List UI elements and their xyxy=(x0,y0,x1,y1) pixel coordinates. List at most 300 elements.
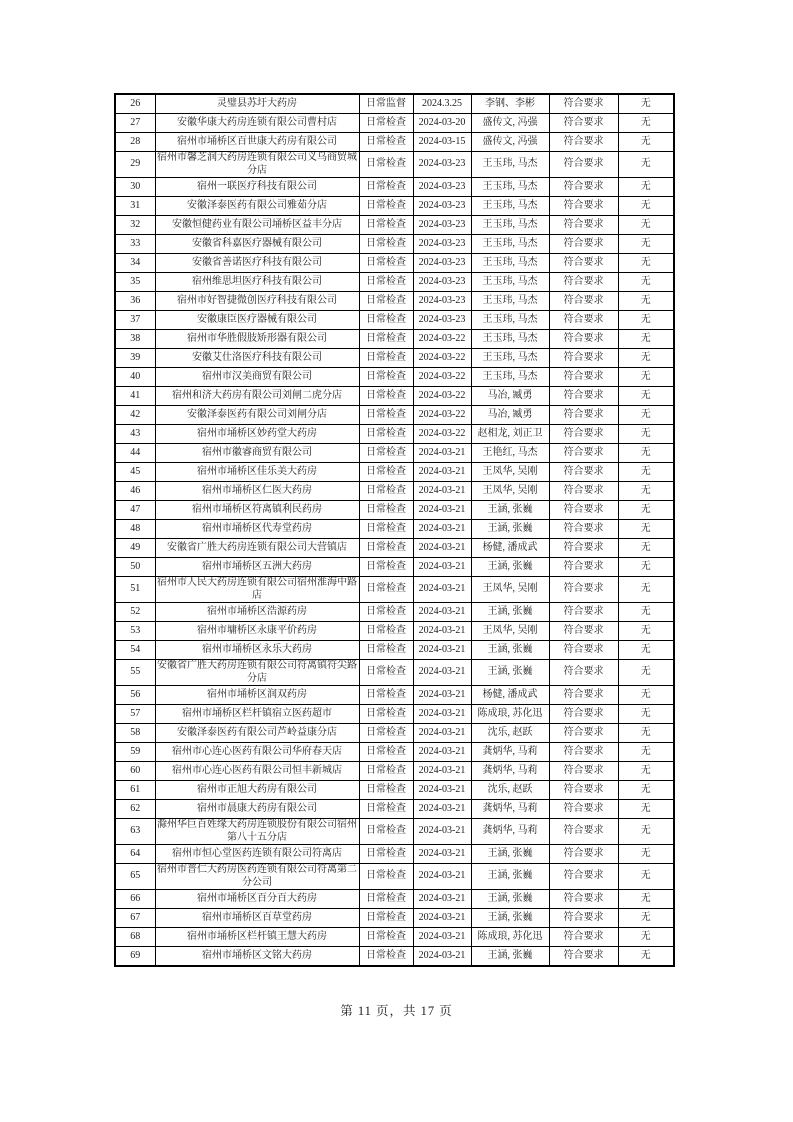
cell-result: 符合要求 xyxy=(549,349,618,368)
cell-check-date: 2024-03-21 xyxy=(413,539,471,558)
table-row xyxy=(115,603,674,622)
cell-company-name: 宿州市埇桥区百草堂药房 xyxy=(155,909,359,928)
cell-check-date: 2024-03-21 xyxy=(413,482,471,501)
table-row xyxy=(115,94,674,114)
cell-check-date: 2024-03-21 xyxy=(413,947,471,967)
table-row xyxy=(115,349,674,368)
cell-result: 符合要求 xyxy=(549,178,618,197)
cell-result: 符合要求 xyxy=(549,947,618,967)
cell-company-name: 宿州市埇桥区永乐大药房 xyxy=(155,641,359,660)
cell-inspectors: 陈成琅, 苏化迅 xyxy=(471,705,549,724)
cell-check-date: 2024-03-21 xyxy=(413,520,471,539)
cell-result: 符合要求 xyxy=(549,864,618,890)
cell-result: 符合要求 xyxy=(549,705,618,724)
table-row xyxy=(115,387,674,406)
table-row xyxy=(115,743,674,762)
cell-remark: 无 xyxy=(618,845,674,864)
cell-remark: 无 xyxy=(618,463,674,482)
cell-company-name: 宿州市埇桥区五洲大药房 xyxy=(155,558,359,577)
cell-remark: 无 xyxy=(618,864,674,890)
cell-result: 符合要求 xyxy=(549,133,618,152)
cell-row-number: 68 xyxy=(115,928,155,947)
cell-row-number: 60 xyxy=(115,762,155,781)
cell-inspectors: 王玉玮, 马杰 xyxy=(471,273,549,292)
cell-company-name: 宿州一联医疗科技有限公司 xyxy=(155,178,359,197)
page-number-footer: 第 11 页，共 17 页 xyxy=(340,1004,453,1018)
cell-row-number: 50 xyxy=(115,558,155,577)
cell-remark: 无 xyxy=(618,292,674,311)
cell-company-name: 安徽省善诺医疗科技有限公司 xyxy=(155,254,359,273)
cell-result: 符合要求 xyxy=(549,743,618,762)
cell-remark: 无 xyxy=(618,501,674,520)
cell-result: 符合要求 xyxy=(549,482,618,501)
cell-inspectors: 王玉玮, 马杰 xyxy=(471,197,549,216)
cell-row-number: 62 xyxy=(115,800,155,819)
table-row xyxy=(115,539,674,558)
table-row xyxy=(115,705,674,724)
cell-remark: 无 xyxy=(618,152,674,178)
table-row xyxy=(115,819,674,845)
cell-remark: 无 xyxy=(618,311,674,330)
cell-check-type: 日常检查 xyxy=(359,743,413,762)
cell-remark: 无 xyxy=(618,406,674,425)
cell-result: 符合要求 xyxy=(549,520,618,539)
cell-result: 符合要求 xyxy=(549,762,618,781)
cell-check-date: 2024-03-21 xyxy=(413,660,471,686)
inspection-table-body xyxy=(115,94,674,966)
cell-inspectors: 杨健, 潘成武 xyxy=(471,539,549,558)
table-row xyxy=(115,463,674,482)
table-row xyxy=(115,178,674,197)
cell-check-type: 日常检查 xyxy=(359,235,413,254)
table-row xyxy=(115,501,674,520)
cell-row-number: 69 xyxy=(115,947,155,967)
cell-company-name: 宿州市埇桥区符离镇利民药房 xyxy=(155,501,359,520)
cell-check-date: 2024-03-21 xyxy=(413,641,471,660)
cell-inspectors: 沈乐, 赵跃 xyxy=(471,724,549,743)
cell-row-number: 43 xyxy=(115,425,155,444)
cell-inspectors: 王涵, 张巍 xyxy=(471,909,549,928)
inspection-table xyxy=(114,93,675,967)
cell-company-name: 安徽华康大药房连锁有限公司曹村店 xyxy=(155,114,359,133)
cell-row-number: 29 xyxy=(115,152,155,178)
cell-check-date: 2024-03-21 xyxy=(413,800,471,819)
cell-check-type: 日常检查 xyxy=(359,864,413,890)
table-row xyxy=(115,724,674,743)
cell-check-date: 2024-03-23 xyxy=(413,197,471,216)
cell-row-number: 59 xyxy=(115,743,155,762)
cell-row-number: 41 xyxy=(115,387,155,406)
cell-inspectors: 王玉玮, 马杰 xyxy=(471,330,549,349)
cell-check-type: 日常检查 xyxy=(359,501,413,520)
cell-row-number: 47 xyxy=(115,501,155,520)
cell-result: 符合要求 xyxy=(549,311,618,330)
cell-row-number: 56 xyxy=(115,686,155,705)
cell-row-number: 64 xyxy=(115,845,155,864)
cell-remark: 无 xyxy=(618,705,674,724)
cell-row-number: 38 xyxy=(115,330,155,349)
cell-inspectors: 王涵, 张巍 xyxy=(471,558,549,577)
cell-company-name: 宿州市埇桥区妙药堂大药房 xyxy=(155,425,359,444)
cell-row-number: 39 xyxy=(115,349,155,368)
cell-company-name: 宿州市埇桥区润双药房 xyxy=(155,686,359,705)
cell-remark: 无 xyxy=(618,94,674,114)
cell-remark: 无 xyxy=(618,254,674,273)
cell-inspectors: 王涵, 张巍 xyxy=(471,660,549,686)
cell-inspectors: 王玉玮, 马杰 xyxy=(471,235,549,254)
cell-check-date: 2024-03-22 xyxy=(413,349,471,368)
cell-company-name: 宿州和济大药房有限公司刘闸二虎分店 xyxy=(155,387,359,406)
cell-remark: 无 xyxy=(618,368,674,387)
cell-remark: 无 xyxy=(618,444,674,463)
cell-remark: 无 xyxy=(618,724,674,743)
table-row xyxy=(115,947,674,967)
cell-remark: 无 xyxy=(618,235,674,254)
table-row xyxy=(115,800,674,819)
cell-row-number: 34 xyxy=(115,254,155,273)
cell-row-number: 35 xyxy=(115,273,155,292)
cell-remark: 无 xyxy=(618,330,674,349)
cell-result: 符合要求 xyxy=(549,577,618,603)
cell-company-name: 安徽泽泰医药有限公司雅茹分店 xyxy=(155,197,359,216)
cell-check-type: 日常检查 xyxy=(359,311,413,330)
cell-inspectors: 王玉玮, 马杰 xyxy=(471,368,549,387)
table-row xyxy=(115,368,674,387)
cell-remark: 无 xyxy=(618,133,674,152)
cell-result: 符合要求 xyxy=(549,724,618,743)
cell-remark: 无 xyxy=(618,178,674,197)
cell-row-number: 52 xyxy=(115,603,155,622)
table-row xyxy=(115,406,674,425)
cell-inspectors: 王凤华, 吴刚 xyxy=(471,463,549,482)
cell-check-type: 日常监督 xyxy=(359,94,413,114)
cell-remark: 无 xyxy=(618,216,674,235)
cell-company-name: 安徽康臣医疗器械有限公司 xyxy=(155,311,359,330)
table-row xyxy=(115,558,674,577)
table-row xyxy=(115,845,674,864)
table-row xyxy=(115,577,674,603)
cell-result: 符合要求 xyxy=(549,463,618,482)
cell-check-date: 2024-03-21 xyxy=(413,622,471,641)
cell-check-type: 日常检查 xyxy=(359,216,413,235)
cell-company-name: 灵璧县苏圩大药房 xyxy=(155,94,359,114)
cell-company-name: 宿州市埇桥区浩源药房 xyxy=(155,603,359,622)
cell-inspectors: 王涵, 张巍 xyxy=(471,603,549,622)
cell-check-date: 2024-03-21 xyxy=(413,603,471,622)
cell-company-name: 滁州华巨百姓缘大药房连锁股份有限公司宿州第八十五分店 xyxy=(157,819,357,843)
cell-check-date: 2024-03-23 xyxy=(413,152,471,178)
cell-inspectors: 陈成琅, 苏化迅 xyxy=(471,928,549,947)
cell-remark: 无 xyxy=(618,425,674,444)
cell-result: 符合要求 xyxy=(549,387,618,406)
cell-check-date: 2024-03-21 xyxy=(413,743,471,762)
cell-check-type: 日常检查 xyxy=(359,444,413,463)
cell-inspectors: 沈乐, 赵跃 xyxy=(471,781,549,800)
cell-inspectors: 龚炳华, 马莉 xyxy=(471,762,549,781)
cell-check-type: 日常检查 xyxy=(359,330,413,349)
cell-company-name: 宿州市埇桥区百分百大药房 xyxy=(155,890,359,909)
cell-check-date: 2024-03-21 xyxy=(413,705,471,724)
cell-inspectors: 盛传文, 冯强 xyxy=(471,133,549,152)
cell-remark: 无 xyxy=(618,197,674,216)
table-row xyxy=(115,197,674,216)
cell-row-number: 48 xyxy=(115,520,155,539)
cell-result: 符合要求 xyxy=(549,845,618,864)
cell-row-number: 42 xyxy=(115,406,155,425)
cell-company-name: 宿州市汉美商贸有限公司 xyxy=(155,368,359,387)
cell-check-date: 2024-03-22 xyxy=(413,368,471,387)
cell-inspectors: 李钢、李彬 xyxy=(471,94,549,114)
cell-remark: 无 xyxy=(618,686,674,705)
cell-row-number: 36 xyxy=(115,292,155,311)
cell-check-date: 2024-03-15 xyxy=(413,133,471,152)
cell-inspectors: 王玉玮, 马杰 xyxy=(471,254,549,273)
cell-check-date: 2024-03-23 xyxy=(413,273,471,292)
cell-company-name: 宿州市恒心堂医药连锁有限公司符离店 xyxy=(155,845,359,864)
cell-check-date: 2024-03-21 xyxy=(413,819,471,845)
cell-inspectors: 马冶, 臧勇 xyxy=(471,387,549,406)
table-row xyxy=(115,890,674,909)
cell-check-date: 2024-03-21 xyxy=(413,686,471,705)
cell-company-name: 安徽泽泰医药有限公司芦岭益康分店 xyxy=(155,724,359,743)
cell-company-name: 宿州市埇桥区代寿堂药房 xyxy=(155,520,359,539)
cell-check-type: 日常检查 xyxy=(359,947,413,967)
cell-result: 符合要求 xyxy=(549,800,618,819)
cell-check-date: 2024-03-23 xyxy=(413,216,471,235)
cell-check-type: 日常检查 xyxy=(359,577,413,603)
cell-result: 符合要求 xyxy=(549,330,618,349)
cell-row-number: 33 xyxy=(115,235,155,254)
cell-company-name: 宿州市心连心医药有限公司恒丰新城店 xyxy=(155,762,359,781)
cell-remark: 无 xyxy=(618,890,674,909)
cell-inspectors: 杨健, 潘成武 xyxy=(471,686,549,705)
cell-company-name: 宿州市墉桥区永康平价药房 xyxy=(155,622,359,641)
table-row xyxy=(115,292,674,311)
cell-check-type: 日常检查 xyxy=(359,819,413,845)
cell-check-date: 2024-03-21 xyxy=(413,890,471,909)
cell-company-name: 安徽艾仕洛医疗科技有限公司 xyxy=(155,349,359,368)
table-row xyxy=(115,864,674,890)
cell-check-date: 2024-03-21 xyxy=(413,762,471,781)
cell-remark: 无 xyxy=(618,762,674,781)
cell-check-date: 2024-03-23 xyxy=(413,178,471,197)
table-row xyxy=(115,909,674,928)
cell-check-type: 日常检查 xyxy=(359,178,413,197)
cell-company-name: 宿州市普仁大药房医药连锁有限公司符离第二分公司 xyxy=(157,864,357,888)
table-row xyxy=(115,114,674,133)
cell-row-number: 45 xyxy=(115,463,155,482)
cell-inspectors: 王凤华, 吴刚 xyxy=(471,482,549,501)
cell-company-name: 宿州市好智捷微创医疗科技有限公司 xyxy=(155,292,359,311)
cell-check-date: 2024-03-21 xyxy=(413,781,471,800)
cell-result: 符合要求 xyxy=(549,622,618,641)
cell-row-number: 63 xyxy=(115,819,155,845)
cell-company-name: 安徽恒健药业有限公司埇桥区益丰分店 xyxy=(155,216,359,235)
cell-check-type: 日常检查 xyxy=(359,197,413,216)
cell-result: 符合要求 xyxy=(549,197,618,216)
cell-inspectors: 王凤华, 吴刚 xyxy=(471,622,549,641)
cell-company-name: 安徽省广胜大药房连锁有限公司大营镇店 xyxy=(155,539,359,558)
cell-check-date: 2024-03-23 xyxy=(413,311,471,330)
cell-row-number: 61 xyxy=(115,781,155,800)
cell-inspectors: 王涵, 张巍 xyxy=(471,501,549,520)
cell-result: 符合要求 xyxy=(549,686,618,705)
cell-result: 符合要求 xyxy=(549,660,618,686)
table-row xyxy=(115,482,674,501)
cell-result: 符合要求 xyxy=(549,603,618,622)
cell-check-type: 日常检查 xyxy=(359,273,413,292)
cell-result: 符合要求 xyxy=(549,368,618,387)
cell-company-name: 宿州市埇桥区栏杆镇王慧大药房 xyxy=(155,928,359,947)
cell-company-name: 宿州市人民大药房连锁有限公司宿州淮海中路店 xyxy=(157,577,357,601)
cell-inspectors: 盛传文, 冯强 xyxy=(471,114,549,133)
table-row xyxy=(115,762,674,781)
cell-check-type: 日常检查 xyxy=(359,762,413,781)
table-row xyxy=(115,425,674,444)
cell-check-date: 2024-03-22 xyxy=(413,330,471,349)
cell-remark: 无 xyxy=(618,781,674,800)
cell-result: 符合要求 xyxy=(549,781,618,800)
cell-remark: 无 xyxy=(618,577,674,603)
cell-company-name: 宿州市埇桥区文铭大药房 xyxy=(155,947,359,967)
cell-result: 符合要求 xyxy=(549,928,618,947)
cell-check-type: 日常检查 xyxy=(359,463,413,482)
cell-check-date: 2024-03-22 xyxy=(413,387,471,406)
cell-check-date: 2024-03-21 xyxy=(413,928,471,947)
cell-company-name: 宿州市埇桥区百世康大药房有限公司 xyxy=(155,133,359,152)
cell-remark: 无 xyxy=(618,743,674,762)
cell-inspectors: 王涵, 张巍 xyxy=(471,641,549,660)
cell-check-date: 2024-03-21 xyxy=(413,845,471,864)
cell-inspectors: 王凤华, 吴刚 xyxy=(471,577,549,603)
table-row xyxy=(115,152,674,178)
table-row xyxy=(115,273,674,292)
cell-inspectors: 王涵, 张巍 xyxy=(471,890,549,909)
cell-check-type: 日常检查 xyxy=(359,705,413,724)
cell-check-type: 日常检查 xyxy=(359,292,413,311)
cell-check-date: 2024-03-20 xyxy=(413,114,471,133)
cell-remark: 无 xyxy=(618,558,674,577)
cell-check-type: 日常检查 xyxy=(359,539,413,558)
cell-result: 符合要求 xyxy=(549,216,618,235)
cell-remark: 无 xyxy=(618,387,674,406)
cell-inspectors: 王涵, 张巍 xyxy=(471,864,549,890)
cell-row-number: 65 xyxy=(115,864,155,890)
cell-company-name: 安徽泽泰医药有限公司刘闸分店 xyxy=(155,406,359,425)
cell-check-type: 日常检查 xyxy=(359,660,413,686)
cell-inspectors: 王涵, 张巍 xyxy=(471,947,549,967)
cell-row-number: 51 xyxy=(115,577,155,603)
cell-inspectors: 龚炳华, 马莉 xyxy=(471,800,549,819)
cell-inspectors: 王玉玮, 马杰 xyxy=(471,292,549,311)
cell-result: 符合要求 xyxy=(549,254,618,273)
cell-check-type: 日常检查 xyxy=(359,641,413,660)
cell-check-type: 日常检查 xyxy=(359,558,413,577)
cell-inspectors: 王玉玮, 马杰 xyxy=(471,152,549,178)
cell-remark: 无 xyxy=(618,273,674,292)
table-row xyxy=(115,216,674,235)
cell-row-number: 37 xyxy=(115,311,155,330)
table-row xyxy=(115,235,674,254)
cell-company-name: 宿州市华胜假肢矫形器有限公司 xyxy=(155,330,359,349)
cell-company-name: 宿州维思坦医疗科技有限公司 xyxy=(155,273,359,292)
cell-check-date: 2024-03-22 xyxy=(413,406,471,425)
cell-result: 符合要求 xyxy=(549,444,618,463)
cell-check-type: 日常检查 xyxy=(359,845,413,864)
cell-row-number: 46 xyxy=(115,482,155,501)
cell-row-number: 44 xyxy=(115,444,155,463)
cell-row-number: 49 xyxy=(115,539,155,558)
cell-check-date: 2024-03-23 xyxy=(413,235,471,254)
cell-company-name: 宿州市埇桥区栏杆镇宿立医药超市 xyxy=(155,705,359,724)
cell-row-number: 31 xyxy=(115,197,155,216)
cell-inspectors: 赵相龙, 刘正卫 xyxy=(471,425,549,444)
cell-inspectors: 王玉玮, 马杰 xyxy=(471,178,549,197)
cell-row-number: 53 xyxy=(115,622,155,641)
cell-remark: 无 xyxy=(618,660,674,686)
table-row xyxy=(115,254,674,273)
cell-result: 符合要求 xyxy=(549,909,618,928)
cell-inspectors: 龚炳华, 马莉 xyxy=(471,743,549,762)
cell-check-date: 2024-03-21 xyxy=(413,577,471,603)
cell-check-type: 日常检查 xyxy=(359,133,413,152)
cell-company-name: 宿州市埇桥区佳乐美大药房 xyxy=(155,463,359,482)
cell-row-number: 28 xyxy=(115,133,155,152)
cell-check-date: 2024-03-21 xyxy=(413,444,471,463)
cell-remark: 无 xyxy=(618,114,674,133)
cell-company-name: 宿州市心连心医药有限公司华府春天店 xyxy=(155,743,359,762)
cell-remark: 无 xyxy=(618,819,674,845)
cell-check-date: 2024-03-22 xyxy=(413,425,471,444)
cell-result: 符合要求 xyxy=(549,641,618,660)
cell-inspectors: 王涵, 张巍 xyxy=(471,845,549,864)
cell-check-type: 日常检查 xyxy=(359,928,413,947)
cell-check-date: 2024-03-21 xyxy=(413,558,471,577)
cell-inspectors: 龚炳华, 马莉 xyxy=(471,819,549,845)
cell-row-number: 54 xyxy=(115,641,155,660)
cell-row-number: 30 xyxy=(115,178,155,197)
table-row xyxy=(115,133,674,152)
cell-result: 符合要求 xyxy=(549,819,618,845)
cell-remark: 无 xyxy=(618,800,674,819)
cell-company-name: 宿州市馨芝润大药房连锁有限公司义乌商贸城分店 xyxy=(157,152,357,176)
cell-check-type: 日常检查 xyxy=(359,368,413,387)
cell-result: 符合要求 xyxy=(549,273,618,292)
cell-inspectors: 马冶, 臧勇 xyxy=(471,406,549,425)
cell-check-type: 日常检查 xyxy=(359,781,413,800)
cell-row-number: 26 xyxy=(115,94,155,114)
cell-check-date: 2024-03-21 xyxy=(413,864,471,890)
cell-check-type: 日常检查 xyxy=(359,387,413,406)
cell-remark: 无 xyxy=(618,603,674,622)
cell-remark: 无 xyxy=(618,622,674,641)
cell-row-number: 55 xyxy=(115,660,155,686)
table-row xyxy=(115,330,674,349)
table-row xyxy=(115,444,674,463)
cell-result: 符合要求 xyxy=(549,558,618,577)
cell-check-date: 2024.3.25 xyxy=(413,94,471,114)
table-row xyxy=(115,660,674,686)
cell-result: 符合要求 xyxy=(549,235,618,254)
cell-result: 符合要求 xyxy=(549,94,618,114)
cell-inspectors: 王玉玮, 马杰 xyxy=(471,216,549,235)
cell-inspectors: 王涵, 张巍 xyxy=(471,520,549,539)
cell-remark: 无 xyxy=(618,909,674,928)
cell-row-number: 66 xyxy=(115,890,155,909)
cell-check-date: 2024-03-21 xyxy=(413,724,471,743)
cell-result: 符合要求 xyxy=(549,539,618,558)
cell-check-type: 日常检查 xyxy=(359,603,413,622)
